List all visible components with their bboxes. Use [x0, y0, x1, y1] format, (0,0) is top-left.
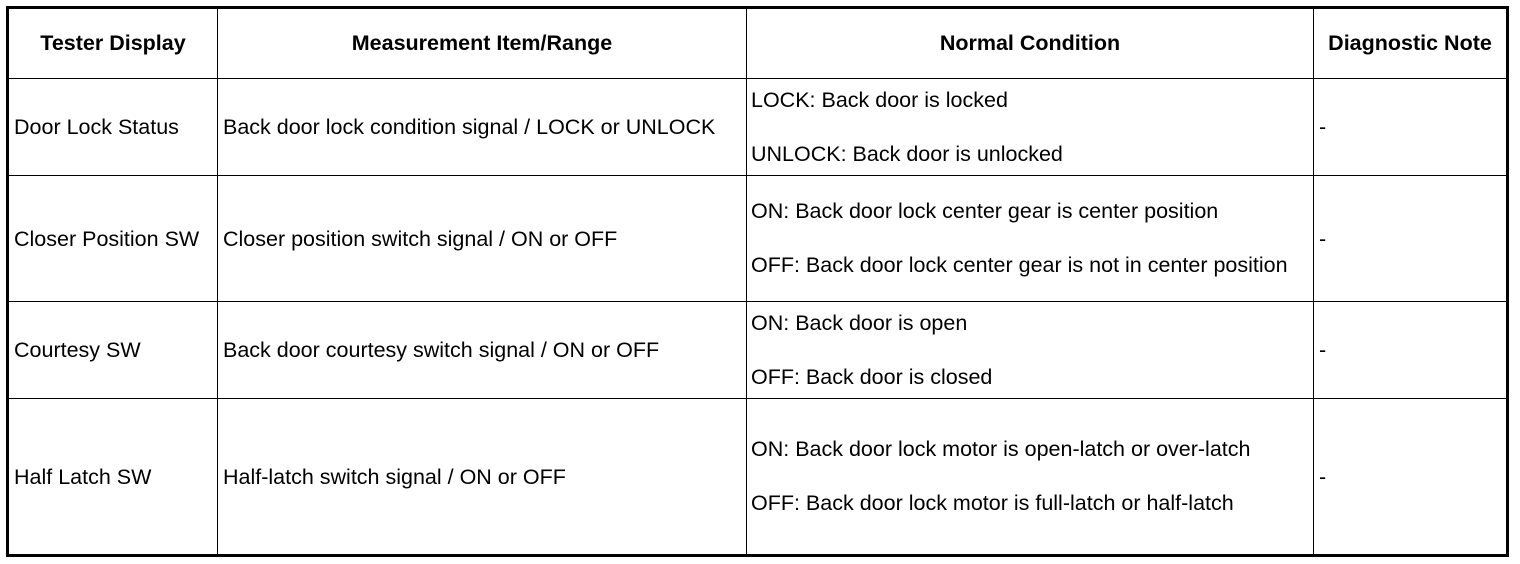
table-row — [8, 176, 1508, 302]
condition-line: OFF: Back door is closed — [751, 364, 993, 389]
header-diagnostic-note: Diagnostic Note — [1314, 8, 1508, 79]
data-list-table — [6, 6, 1509, 557]
header-measurement-item: Measurement Item/Range — [218, 8, 747, 79]
header-tester-display: Tester Display — [8, 8, 218, 79]
condition-line: ON: Back door lock center gear is center position — [751, 199, 1219, 223]
header-normal-condition: Normal Condition — [747, 8, 1314, 79]
diagnostic-note-cell: - — [1314, 302, 1508, 399]
normal-condition-cell — [747, 399, 1314, 556]
diagnostic-note-cell: - — [1314, 176, 1508, 302]
table-row — [8, 302, 1508, 399]
measurement-cell: Half-latch switch signal / ON or OFF — [218, 399, 747, 556]
measurement-cell: Back door lock condition signal / LOCK or UNLOCK — [218, 79, 747, 176]
normal-condition-cell — [747, 79, 1314, 176]
normal-condition-cell — [747, 176, 1314, 302]
condition-line: ON: Back door is open — [751, 310, 968, 335]
tester-display-cell: Half Latch SW — [8, 399, 218, 556]
condition-line: OFF: Back door lock center gear is not in center position — [751, 253, 1288, 277]
measurement-cell: Closer position switch signal / ON or OFF — [218, 176, 747, 302]
measurement-cell: Back door courtesy switch signal / ON or OFF — [218, 302, 747, 399]
normal-condition-cell — [747, 302, 1314, 399]
table-row — [8, 79, 1508, 176]
condition-line: LOCK: Back door is locked — [751, 87, 1008, 112]
condition-line: ON: Back door lock motor is open-latch or over-latch — [751, 437, 1251, 461]
condition-line: OFF: Back door lock motor is full-latch or half-latch — [751, 491, 1234, 515]
condition-line: UNLOCK: Back door is unlocked — [751, 141, 1063, 166]
tester-display-cell: Door Lock Status — [8, 79, 218, 176]
diagnostic-note-cell: - — [1314, 79, 1508, 176]
tester-display-cell: Courtesy SW — [8, 302, 218, 399]
table-row — [8, 399, 1508, 556]
diagnostic-note-cell: - — [1314, 399, 1508, 556]
tester-display-cell: Closer Position SW — [8, 176, 218, 302]
table-header-row — [8, 8, 1508, 79]
